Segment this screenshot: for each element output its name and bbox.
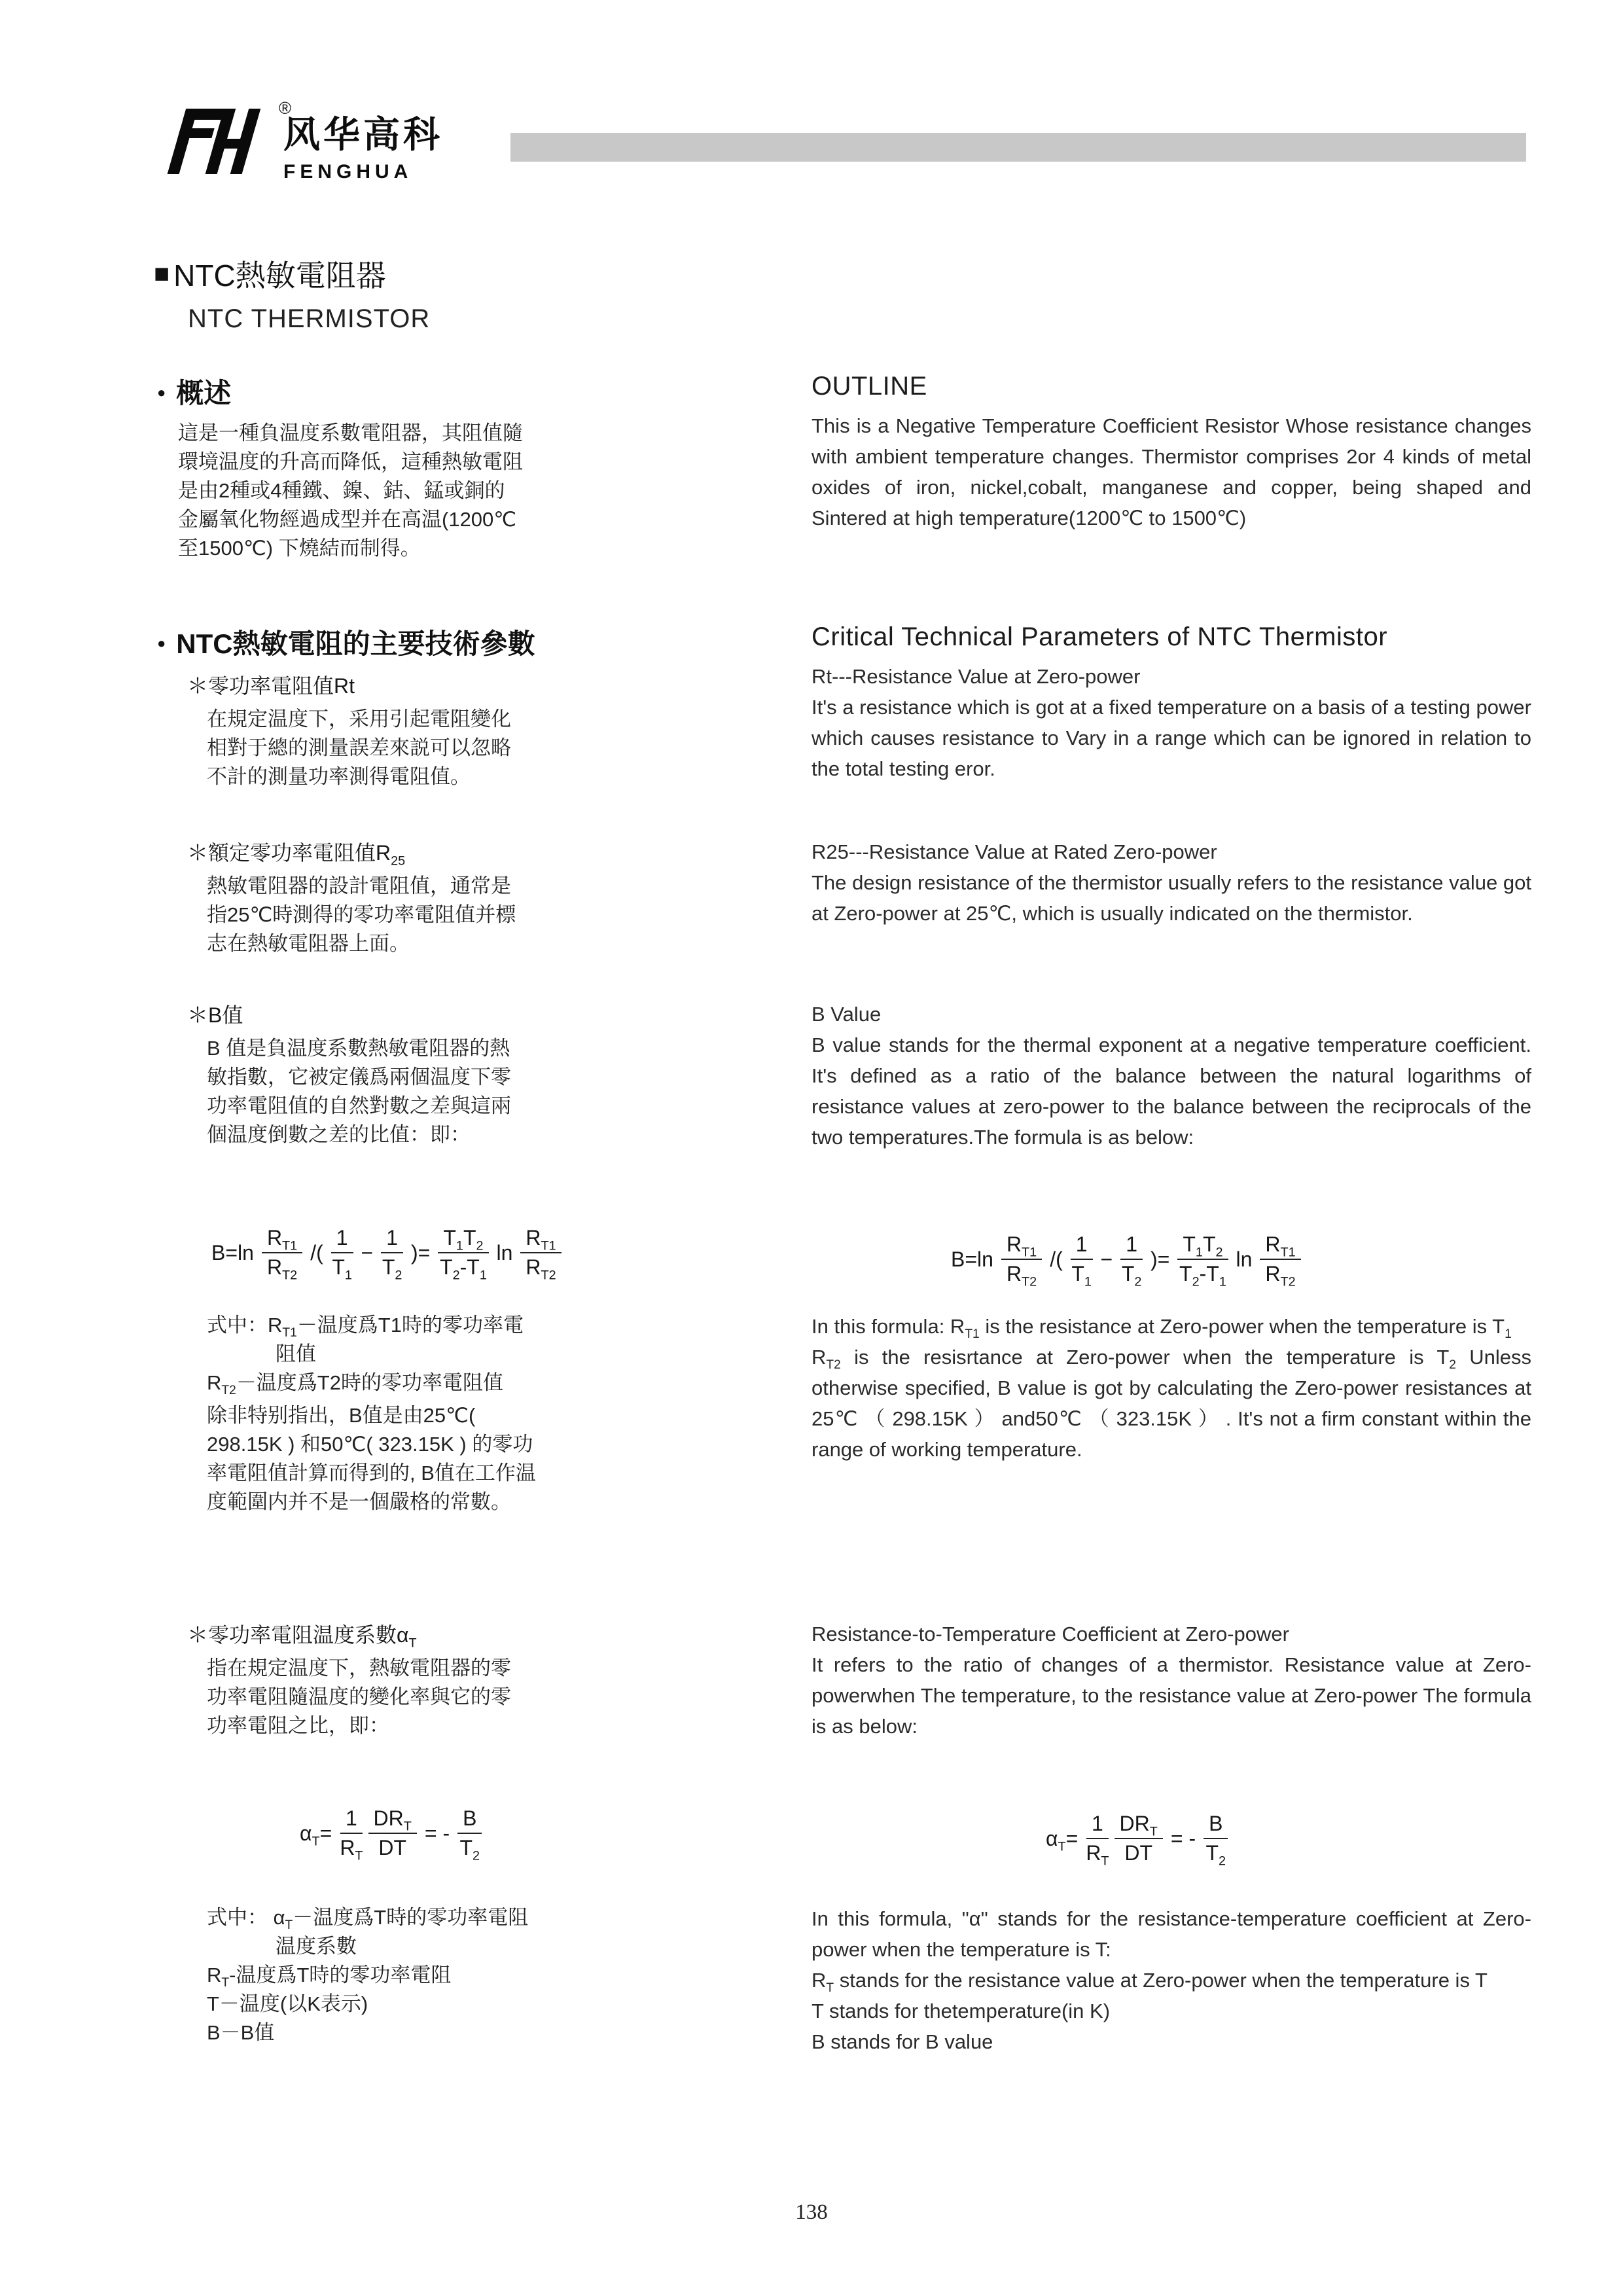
formula-term: B=ln — [211, 1240, 254, 1265]
alpha-notes-en — [812, 1903, 1531, 2060]
formula-term: )= — [411, 1240, 431, 1265]
formula-term: − — [1100, 1247, 1113, 1271]
square-bullet-icon: ■ — [154, 259, 170, 288]
fraction-denominator: DT — [378, 1836, 407, 1859]
fraction — [262, 1226, 302, 1283]
fraction-numerator: 1 — [1120, 1232, 1143, 1260]
fraction-numerator: 1 — [381, 1226, 403, 1253]
fraction — [438, 1226, 488, 1283]
bullet-icon: ● — [157, 384, 166, 401]
bvalue-section-cn — [157, 999, 740, 1206]
r25-section-cn — [157, 836, 740, 999]
bullet-icon: ● — [157, 635, 166, 651]
fraction-numerator: $R_{T1}$ — [262, 1226, 302, 1253]
b-note-line: $R_{T2}$ is the resisrtance at Zero-power when the temperature is $T_2$ Unless otherwise specified, B value is got by calculating the Zero-power resistances at 25℃ （ 298.15K ） and50℃ （ 323.15K ） . It's not a firm constant within the range of working temperature. — [812, 1346, 1531, 1461]
content-columns — [157, 372, 1531, 2060]
r25-title-en: R25---Resistance Value at Rated Zero-power — [812, 840, 1217, 863]
alpha-heading-cn: ＊零功率電阻温度系數$\alpha_T$ — [187, 1623, 417, 1651]
params-section-cn — [157, 622, 740, 836]
alpha-note-line: B－B值 — [207, 2021, 275, 2044]
page-number: 138 — [795, 2200, 828, 2224]
fraction — [1086, 1812, 1109, 1869]
fraction-numerator: $T_1T_2$ — [1177, 1232, 1228, 1260]
brand-name-cn: 风华高科 — [283, 114, 443, 155]
alpha-section-cn — [157, 1619, 740, 1792]
alpha-formula-cell-en — [812, 1792, 1531, 1903]
fraction — [1120, 1232, 1143, 1289]
fraction — [1115, 1812, 1163, 1865]
doc-title-cn-row — [154, 252, 430, 295]
r25-body-cn: 熱敏電阻器的設計電阻值，通常是指25℃時測得的零功率電阻值并標志在熱敏電阻器上面。 — [207, 874, 516, 955]
b-note-line: In this formula: $R_{T1}$ is the resistance at Zero-power when the temperature is $T_1$ — [812, 1315, 1512, 1342]
fraction-denominator: $R_{T2}$ — [1006, 1262, 1037, 1289]
critical-params-section-en — [812, 622, 1531, 836]
alpha-title-en: Resistance-to-Temperature Coefficient at Zero-power — [812, 1623, 1289, 1645]
r25-section-en — [812, 836, 1531, 999]
fraction-denominator: $T_2$ — [1205, 1841, 1226, 1869]
formula-term: B=ln — [951, 1247, 993, 1271]
overview-section-cn — [157, 372, 740, 622]
brand-block — [283, 103, 443, 183]
b-formula-cell-en — [812, 1206, 1531, 1311]
alpha-note-line: B stands for B value — [812, 2030, 993, 2053]
formula-term: = - — [1170, 1826, 1196, 1850]
b-value-formula — [946, 1232, 1531, 1289]
formula-term: $\alpha_T=$ — [300, 1821, 332, 1848]
brand-name-en: FENGHUA — [283, 161, 413, 183]
fraction — [1071, 1232, 1093, 1289]
rt-title-en: Rt---Resistance Value at Zero-power — [812, 665, 1141, 688]
fenghua-logo-mark — [164, 103, 272, 182]
fraction-denominator: $T_2$ — [382, 1255, 402, 1283]
bvalue-body-cn: B 值是負温度系數熱敏電阻器的熱敏指數，它被定儀爲兩個温度下零功率電阻值的自然對數之差與這兩個温度倒數之差的比值：即： — [207, 1037, 511, 1146]
alpha-note-line: In this formula, "α" stands for the resistance-temperature coefficient at Zero-power when the temperature is T: — [812, 1907, 1531, 1961]
fraction — [381, 1226, 403, 1283]
fraction — [1001, 1232, 1042, 1289]
fraction-denominator: $R_T$ — [1086, 1841, 1109, 1869]
fraction-numerator: $DR_T$ — [1115, 1812, 1163, 1839]
fenghua-logo — [164, 98, 291, 182]
alpha-note-line: T－温度(以K表示) — [207, 1992, 368, 2015]
fraction-denominator: $T_2-T_1$ — [440, 1255, 487, 1283]
fraction — [368, 1806, 417, 1860]
doc-title-en: NTC THERMISTOR — [188, 304, 431, 333]
fraction-denominator: $R_{T2}$ — [1265, 1262, 1296, 1289]
rt-heading-cn: ＊零功率電阻值Rt — [187, 674, 355, 698]
bvalue-heading-cn: ＊B值 — [187, 1003, 243, 1027]
alpha-section-en — [812, 1619, 1531, 1792]
outline-body: This is a Negative Temperature Coefficient Resistor Whose resistance changes with ambient temperature changes. Thermistor comprises 2or 4 kinds of metal oxides of iron, nickel,cobalt, manganese and copper, being shaped and Sintered at high temperature(1200℃ to 1500℃) — [812, 414, 1531, 529]
b-notes-cn — [157, 1311, 740, 1619]
fraction — [457, 1806, 482, 1863]
params-heading-cn: NTC熱敏電阻的主要技術參數 — [176, 628, 535, 659]
fraction — [1204, 1812, 1228, 1869]
formula-term: )= — [1150, 1247, 1170, 1271]
alpha-formula-cell-cn — [157, 1792, 740, 1903]
r25-heading-cn: ＊額定零功率電阻值$R_{25}$ — [187, 841, 406, 869]
fraction-denominator: $R_{T2}$ — [266, 1255, 298, 1283]
rt-body-cn: 在規定温度下，采用引起電阻變化相對于總的測量誤差來説可以忽略不計的測量功率測得電阻值。 — [207, 708, 511, 788]
alpha-note-line: 式中： $\alpha_T-$温度爲T時的零功率電阻温度系數 — [207, 1906, 529, 1958]
document-title-block — [154, 252, 430, 334]
outline-section-en — [812, 372, 1531, 622]
fraction-denominator: $T_2$ — [1121, 1262, 1142, 1289]
fraction-denominator: $T_1$ — [1071, 1262, 1092, 1289]
registered-icon: ® — [278, 98, 291, 118]
fraction — [331, 1226, 353, 1283]
alpha-note-line: T stands for thetemperature(in K) — [812, 2000, 1111, 2022]
alpha-notes-cn — [157, 1903, 740, 2060]
formula-term: ln — [496, 1240, 513, 1265]
fraction-denominator: $T_2-T_1$ — [1179, 1262, 1226, 1289]
b-value-formula — [206, 1226, 740, 1283]
fraction-numerator: $T_1T_2$ — [438, 1226, 488, 1253]
fraction-denominator: $T_1$ — [332, 1255, 352, 1283]
fraction-numerator: 1 — [1086, 1812, 1109, 1839]
fraction-numerator: B — [457, 1806, 482, 1834]
r25-body-en: The design resistance of the thermistor usually refers to the resistance value got at Zero-power at 25℃, which is usually indicated on the thermistor. — [812, 871, 1531, 925]
overview-heading-row — [157, 372, 740, 411]
formula-term: /( — [1050, 1247, 1063, 1271]
page-footer — [0, 2200, 1623, 2225]
formula-term: − — [361, 1240, 374, 1265]
b-formula-cell-cn — [157, 1206, 740, 1311]
bvalue-section-en — [812, 999, 1531, 1206]
fraction — [1177, 1232, 1228, 1289]
rt-body-en: It's a resistance which is got at a fixed temperature on a basis of a testing power which causes resistance to Vary in a range which can be ignored in relation to the total testing eror. — [812, 696, 1531, 780]
alpha-notes-block-cn — [207, 1903, 534, 2047]
doc-title-cn: NTC熱敏電阻器 — [173, 259, 386, 293]
alpha-formula — [1041, 1812, 1531, 1869]
fraction-denominator: $R_T$ — [340, 1836, 363, 1863]
alpha-formula — [294, 1806, 740, 1863]
formula-term: /( — [310, 1240, 323, 1265]
fraction-denominator: $R_{T2}$ — [526, 1255, 556, 1283]
fraction-denominator: $T_2$ — [459, 1836, 480, 1863]
formula-term: = - — [424, 1821, 450, 1845]
b-note-line: $R_{T2}-$温度爲T2時的零功率電阻值 — [207, 1371, 503, 1398]
params-heading-row — [157, 622, 740, 662]
header-banner-bar — [510, 133, 1526, 162]
alpha-note-line: $R_T-$温度爲T時的零功率電阻 — [207, 1964, 452, 1990]
formula-term: $\alpha_T=$ — [1046, 1826, 1079, 1854]
alpha-body-cn: 指在規定温度下，熱敏電阻器的零功率電阻隨温度的變化率與它的零功率電阻之比，即： — [207, 1657, 511, 1737]
fraction-numerator: B — [1204, 1812, 1228, 1839]
bvalue-body-en: B value stands for the thermal exponent at a negative temperature coefficient. It's defined as a ratio of the balance between the natural logarithms of resistance values at zero-power to the balance between the reciprocals of the two temperatures.The formula is as below: — [812, 1033, 1531, 1149]
overview-heading-cn: 概述 — [176, 378, 232, 408]
fraction-numerator: $DR_T$ — [368, 1806, 417, 1834]
b-note-paragraph: 除非特别指出，B值是由25℃( 298.15K ) 和50℃( 323.15K ) 的零功率電阻值計算而得到的, B值在工作温度範圍内并不是一個嚴格的常數。 — [207, 1404, 536, 1513]
fraction-numerator: $R_{T1}$ — [1260, 1232, 1300, 1260]
fraction-numerator: 1 — [331, 1226, 353, 1253]
critical-params-heading: Critical Technical Parameters of NTC Thermistor — [812, 622, 1388, 651]
b-notes-block-cn — [207, 1311, 534, 1397]
fraction-numerator: 1 — [340, 1806, 363, 1834]
fraction — [340, 1806, 363, 1863]
alpha-body-en: It refers to the ratio of changes of a thermistor. Resistance value at Zero-powerwhen The temperature, to the resistance value at Zero-power The formula is as below: — [812, 1653, 1531, 1738]
overview-body-cn: 這是一種負温度系數電阻器，其阻值隨環境温度的升高而降低，這種熱敏電阻是由2種或4種鐵、鎳、鈷、錳或銅的金屬氧化物經過成型并在高温(1200℃至1500℃) 下燒結而制得。 — [178, 422, 523, 560]
outline-heading: OUTLINE — [812, 372, 927, 401]
alpha-note-line: $R_T$ stands for the resistance value at Zero-power when the temperature is T — [812, 1969, 1488, 1996]
fraction-numerator: $R_{T1}$ — [1001, 1232, 1042, 1260]
b-note-line: 式中：$R_{T1}-$温度爲T1時的零功率電阻值 — [207, 1314, 524, 1365]
bvalue-title-en: B Value — [812, 1003, 882, 1026]
fraction-numerator: $R_{T1}$ — [520, 1226, 561, 1253]
fraction — [1260, 1232, 1300, 1289]
fraction — [520, 1226, 561, 1283]
fraction-denominator: DT — [1124, 1841, 1153, 1865]
formula-term: ln — [1236, 1247, 1253, 1271]
fraction-numerator: 1 — [1071, 1232, 1093, 1260]
page-header — [164, 98, 443, 183]
b-notes-en — [812, 1311, 1531, 1619]
